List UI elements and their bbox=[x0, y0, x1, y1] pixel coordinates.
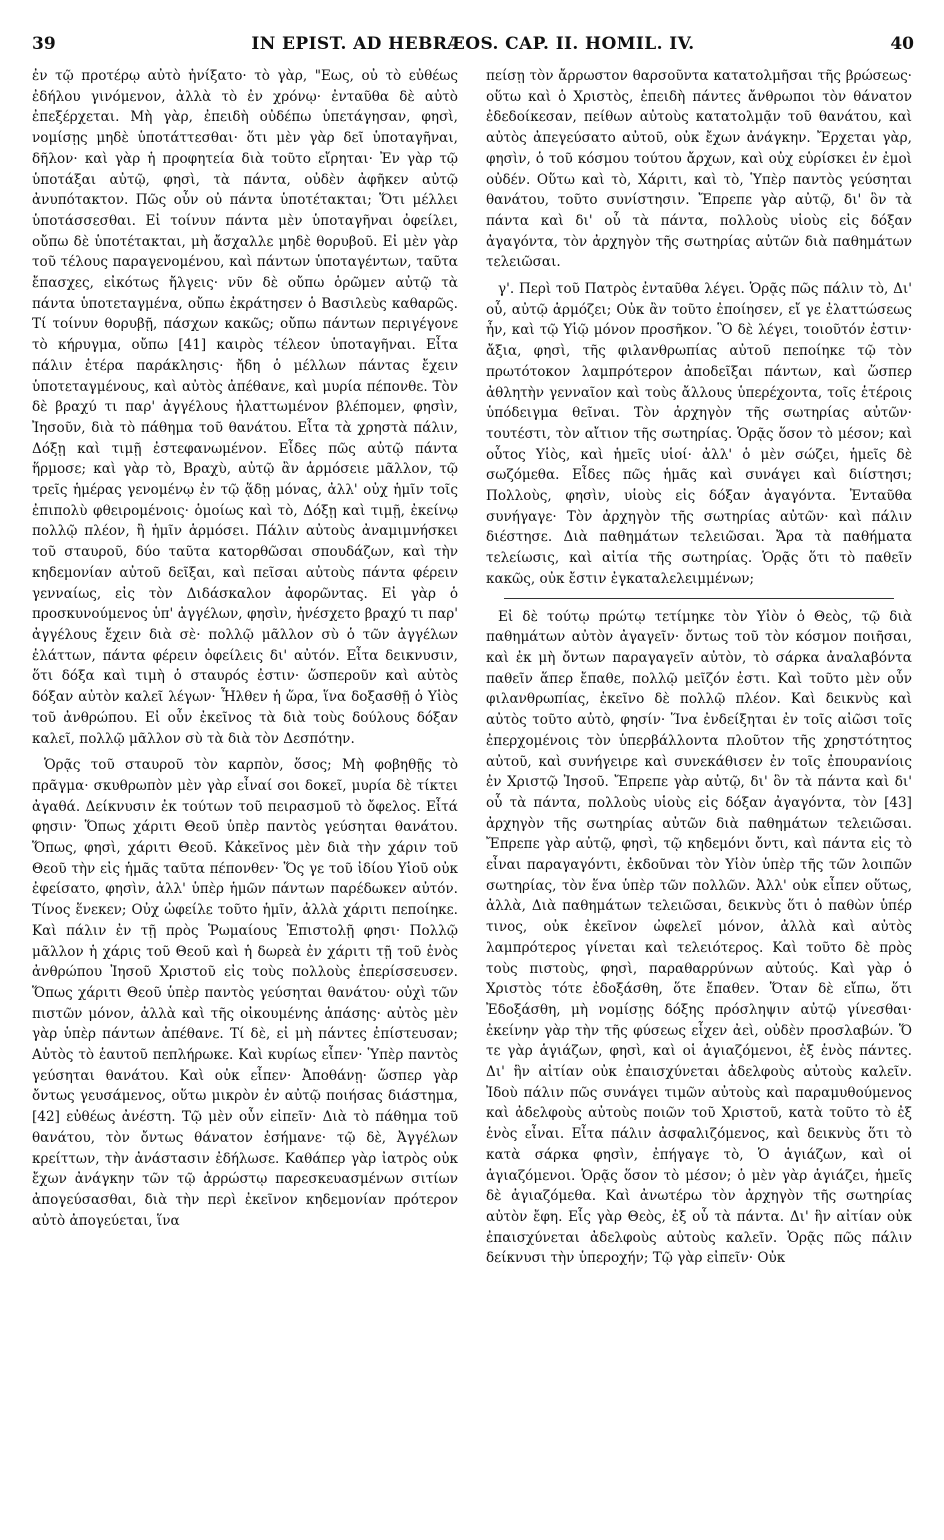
running-header bbox=[32, 34, 914, 58]
paragraph: γ'. Περὶ τοῦ Πατρὸς ἐνταῦθα λέγει. Ὁρᾷς πῶς πάλιν τὸ, Δι' οὗ, αὐτῷ ἁρμόζει; Οὐκ ἂν τοῦτο ἐποίησεν, εἴ γε ἐλαττώσεως ἦν, καὶ τῷ Υἱῷ μόνον προσῆκον. Ὃ δὲ λέγει, τοιοῦτόν ἐστιν· ἄξια, φησὶ, τῆς φιλανθρωπίας αὐτοῦ πεποίηκε τῷ τὸν πρωτότοκον λαμπρότερον ἀποδεῖξαι πάντων, καὶ ὥσπερ ἀθλητὴν γενναῖον καὶ τοὺς ἄλλους ὑπερέχοντα, τοῖς ἑτέροις ὑπόδειγμα θεῖναι. Τὸν ἀρχηγὸν τῆς σωτηρίας αὐτῶν· τουτέστι, τὸν αἴτιον τῆς σωτηρίας. Ὁρᾷς ὅσον τὸ μέσον; καὶ οὗτος Υἱὸς, καὶ ἡμεῖς υἱοί· ἀλλ' ὁ μὲν σώζει, ἡμεῖς δὲ σωζόμεθα. Εἶδες πῶς ἡμᾶς καὶ συνάγει καὶ διίστησι; Πολλοὺς, φησὶν, υἱοὺς εἰς δόξαν ἀγαγόντα. Ἐνταῦθα συνήγαγε· Τὸν ἀρχηγὸν τῆς σωτηρίας αὐτῶν· καὶ πάλιν διέστησε. Διὰ παθημάτων τελειῶσαι. Ἄρα τὰ παθήματα τελείωσις, καὶ αἰτία τῆς σωτηρίας. Ὁρᾷς ὅτι τὸ παθεῖν κακῶς, οὐκ ἔστιν ἐγκαταλελειμμένων; bbox=[486, 281, 912, 587]
paragraph: πείσῃ τὸν ἄρρωστον θαρσοῦντα κατατολμῆσαι τῆς βρώσεως· οὕτω καὶ ὁ Χριστὸς, ἐπειδὴ πάντες ἄνθρωποι τὸν θάνατον ἐδεδοίκεσαν, πείθων αὐτοὺς κατατολμᾷν τοῦ θανάτου, καὶ αὐτὸς ἀπεγεύσατο αὐτοῦ, οὐκ ἔχων ἀνάγκην. Ἔρχεται γὰρ, φησὶν, ὁ τοῦ κόσμου τούτου ἄρχων, καὶ οὐχ εὑρίσκει ἐν ἐμοὶ οὐδέν. Οὕτω καὶ τὸ, Χάριτι, καὶ τὸ, Ὑπὲρ παντὸς γεύσηται θανάτου, τοῦτο συνίστησιν. Ἔπρεπε γὰρ αὐτῷ, δι' ὃν τὰ πάντα καὶ δι' οὗ τὰ πάντα, πολλοὺς υἱοὺς εἰς δόξαν ἀγαγόντα, τὸν ἀρχηγὸν τῆς σωτηρίας αὐτῶν διὰ παθημάτων τελειῶσαι. bbox=[486, 68, 912, 271]
running-title: IN EPIST. AD HEBRÆOS. CAP. II. HOMIL. IV. bbox=[251, 34, 695, 54]
paragraph: Εἰ δὲ τούτῳ πρώτῳ τετίμηκε τὸν Υἱὸν ὁ Θεὸς, τῷ διὰ παθημάτων αὐτὸν ἀγαγεῖν· ὄντως τοῦ τὸν κόσμον ποιῆσαι, καὶ ἐκ μὴ ὄντων παραγαγεῖν αὐτὸν, τὸ σάρκα ἀναλαβόντα παθεῖν ἅπερ ἔπαθε, πολλῷ μεῖζόν ἐστι. Καὶ τοῦτο μὲν οὖν φιλανθρωπίας, ἐκεῖνο δὲ πολλῷ πλέον. Καὶ δεικνὺς καὶ αὐτὸς τοῦτο αὐτὸ, φησίν· Ἵνα ἐνδείξηται ἐν τοῖς αἰῶσι τοῖς ἐπερχομένοις τὸν ὑπερβάλλοντα πλοῦτον τῆς χρηστότητος αὐτοῦ, καὶ συνήγειρε καὶ συνεκάθισεν ἐν τοῖς ἐπουρανίοις ἐν Χριστῷ Ἰησοῦ. Ἔπρεπε γὰρ αὐτῷ, δι' ὃν τὰ πάντα καὶ δι' οὗ τὰ πάντα, πολλοὺς υἱοὺς εἰς δόξαν ἀγαγόντα, τὸν [43] ἀρχηγὸν τῆς σωτηρίας αὐτῶν διὰ παθημάτων τελειῶσαι. Ἔπρεπε γὰρ αὐτῷ, φησὶ, τῷ κηδεμόνι ὄντι, καὶ πάντα εἰς τὸ εἶναι παραγαγόντι, ἐκδοῦναι τὸν Υἱὸν ὑπὲρ τῆς τῶν λοιπῶν σωτηρίας, τὸν ἕνα ὑπὲρ τῶν πολλῶν. Ἀλλ' οὐκ εἶπεν οὕτως, ἀλλὰ, Διὰ παθημάτων τελειῶσαι, δεικνὺς ὅτι ὁ παθὼν ὑπέρ τινος, οὐκ ἐκεῖνον ὠφελεῖ μόνον, ἀλλὰ καὶ αὐτὸς λαμπρότερος γίνεται καὶ τελειότερος. Καὶ τοῦτο δὲ πρὸς τοὺς πιστοὺς, φησὶ, παραθαρρύνων αὐτούς. Καὶ γὰρ ὁ Χριστὸς τότε ἐδοξάσθη, ὅτε ἔπαθεν. Ὅταν δὲ εἴπω, ὅτι Ἐδοξάσθη, μὴ νομίσῃς δόξης πρόσληψιν αὐτῷ γίνεσθαι· ἐκείνην γὰρ τὴν τῆς φύσεως εἶχεν ἀεὶ, οὐδὲν προσλαβών. Ὅ τε γὰρ ἁγιάζων, φησὶ, καὶ οἱ ἁγιαζόμενοι, ἐξ ἑνὸς πάντες. Δι' ἣν αἰτίαν οὐκ ἐπαισχύνεται ἀδελφοὺς αὐτοὺς καλεῖν. Ἰδοὺ πάλιν πῶς συνάγει τιμῶν αὐτοὺς καὶ παραμυθούμενος καὶ ἀδελφοὺς αὐτοὺς ποιῶν τοῦ Χριστοῦ, κατὰ τοῦτο τὸ ἐξ ἑνὸς εἶναι. Εἶτα πάλιν ἀσφαλιζόμενος, καὶ δεικνὺς ὅτι τὸ κατὰ σάρκα φησὶν, ἐπήγαγε τὸ, Ὁ ἁγιάζων, καὶ οἱ ἁγιαζόμενοι. Ὁρᾷς ὅσον τὸ μέσον; ὁ μὲν γὰρ ἁγιάζει, ἡμεῖς δὲ ἁγιαζόμεθα. Καὶ ἀνωτέρω τὸν ἀρχηγὸν τῆς σωτηρίας αὐτὸν ἔφη. Εἷς γὰρ Θεὸς, ἐξ οὗ τὰ πάντα. Δι' ἣν αἰτίαν οὐκ ἐπαισχύνεται ἀδελφοὺς αὐτοὺς καλεῖν. Ὁρᾷς πῶς πάλιν δείκνυσι τὴν ὑπεροχήν; Τῷ γὰρ εἰπεῖν· Οὐκ bbox=[486, 608, 912, 1267]
left-column bbox=[32, 66, 458, 1231]
paragraph: ἐν τῷ προτέρῳ αὐτὸ ἠνίξατο· τὸ γὰρ, "Εως, οὐ τὸ εὐθέως ἐδήλου γινόμενον, ἀλλὰ τὸ ἐν χρόνῳ· ἐνταῦθα δὲ αὐτὸ ἐπεξέρχεται. Μὴ γὰρ, ἐπειδὴ οὐδέπω ὑπετάγησαν, φησὶ, νομίσῃς μηδὲ ὑποτάττεσθαι· ὅτι μὲν γὰρ δεῖ ὑποταγῆναι, δῆλον· καὶ γὰρ ἡ προφητεία διὰ τοῦτο εἴρηται· Ἐν γὰρ τῷ ὑποτάξαι αὐτῷ, φησὶ, τὰ πάντα, οὐδὲν ἀφῆκεν αὐτῷ ἀνυπότακτον. Πῶς οὖν οὐ πάντα ὑποτέτακται; Ὅτι μέλλει ὑποτάσσεσθαι. Εἰ τοίνυν πάντα μὲν ὑποταγῆναι ὀφείλει, οὔπω δὲ ὑποτέτακται, μὴ ἄσχαλλε μηδὲ θορυβοῦ. Εἰ μὲν γὰρ τοῦ τέλους παραγενομένου, καὶ πάντων ὑποταγέντων, ταῦτα ἔπασχες, εἰκότως ἤλγεις· νῦν δὲ οὔπω ὁρῶμεν αὐτῷ τὰ πάντα ὑποτεταγμένα, οὔπω ἐκράτησεν ὁ Βασιλεὺς καθαρῶς. Τί τοίνυν θορυβῇ, πάσχων κακῶς; οὔπω πάντων περιγέγονε τὸ κήρυγμα, οὔπω [41] καιρὸς τέλεον ὑποταγῆναι. Εἶτα πάλιν ἑτέρα παράκλησις· ἤδη ὁ μέλλων πάντας ἔχειν ὑποτεταγμένους, καὶ αὐτὸς ἀπέθανε, καὶ μυρία πέπονθε. Τὸν δὲ βραχύ τι παρ' ἀγγέλους ἠλαττωμένον βλέπομεν, φησὶν, Ἰησοῦν, διὰ τὸ πάθημα τοῦ θανάτου. Εἶτα τὰ χρηστὰ πάλιν, Δόξῃ καὶ τιμῇ ἐστεφανωμένον. Εἶδες πῶς αὐτῷ πάντα ἥρμοσε; καὶ γὰρ τὸ, Βραχὺ, αὐτῷ ἂν ἁρμόσειε μᾶλλον, τῷ τρεῖς ἡμέρας γενομένῳ ἐν τῷ ᾅδῃ μόνας, ἀλλ' οὐχ ἡμῖν τοῖς ἐπιπολὺ φθειρομένοις· ὁμοίως καὶ τὸ, Δόξῃ καὶ τιμῇ, ἐκείνῳ πολλῷ πλέον, ἢ ἡμῖν ἁρμόσει. Πάλιν αὐτοὺς ἀναμιμνήσκει τοῦ σταυροῦ, δύο ταῦτα κατορθῶσαι σπουδάζων, καὶ τὴν κηδεμονίαν αὐτοῦ δεῖξαι, καὶ πεῖσαι αὐτοὺς πάντα φέρειν γενναίως, εἰς τὸν Διδάσκαλον ἀφορῶντας. Εἰ γὰρ ὁ προσκυνούμενος ὑπ' ἀγγέλων, φησὶν, ἠνέσχετο βραχύ τι παρ' ἀγγέλους ἔχειν διὰ σὲ· πολλῷ μᾶλλον σὺ ὁ τῶν ἀγγέλων ἐλάττων, πάντα φέρειν ὀφείλεις δι' αὐτόν. Εἶτα δεικνυσιν, ὅτι δόξα καὶ τιμὴ ὁ σταυρός ἐστιν· ὥσπεροῦν καὶ αὐτὸς δόξαν αὐτὸν καλεῖ λέγων· Ἦλθεν ἡ ὥρα, ἵνα δοξασθῇ ὁ Υἱὸς τοῦ ἀνθρώπου. Εἰ οὖν ἐκεῖνος τὰ διὰ τοὺς δούλους δόξαν καλεῖ, πολλῷ μᾶλλον σὺ τὰ διὰ τὸν Δεσπότην. bbox=[32, 68, 458, 747]
page-number-left: 39 bbox=[32, 34, 56, 54]
page-number-right: 40 bbox=[890, 34, 914, 54]
paragraph: Ὁρᾷς τοῦ σταυροῦ τὸν καρπὸν, ὅσος; Μὴ φοβηθῇς τὸ πρᾶγμα· σκυθρωπὸν μὲν γὰρ εἶναί σοι δοκεῖ, μυρία δὲ τίκτει ἀγαθά. Δείκνυσιν ἐκ τούτων τοῦ πειρασμοῦ τὸ ὄφελος. Εἶτά φησιν· Ὅπως χάριτι Θεοῦ ὑπὲρ παντὸς γεύσηται θανάτου. Ὅπως, φησὶ, χάριτι Θεοῦ. Κἀκεῖνος μὲν διὰ τὴν χάριν τοῦ Θεοῦ τὴν εἰς ἡμᾶς ταῦτα πέπονθεν· Ὅς γε τοῦ ἰδίου Υἱοῦ οὐκ ἐφείσατο, φησὶν, ἀλλ' ὑπὲρ ἡμῶν πάντων παρέδωκεν αὐτόν. Τίνος ἕνεκεν; Οὐχ ὠφείλε τοῦτο ἡμῖν, ἀλλὰ χάριτι πεποίηκε. Καὶ πάλιν ἐν τῇ πρὸς Ῥωμαίους Ἐπιστολῇ φησι· Πολλῷ μᾶλλον ἡ χάρις τοῦ Θεοῦ καὶ ἡ δωρεὰ ἐν χάριτι τῇ τοῦ ἑνὸς ἀνθρώπου Ἰησοῦ Χριστοῦ εἰς τοὺς πολλοὺς ἐπερίσσευσεν. Ὅπως χάριτι Θεοῦ ὑπὲρ παντὸς γεύσηται θανάτου· οὐχὶ τῶν πιστῶν μόνον, ἀλλὰ καὶ τῆς οἰκουμένης ἁπάσης· αὐτὸς μὲν γὰρ ὑπὲρ πάντων ἀπέθανε. Τί δὲ, εἰ μὴ πάντες ἐπίστευσαν; Αὐτὸς τὸ ἑαυτοῦ πεπλήρωκε. Καὶ κυρίως εἶπεν· Ὑπὲρ παντὸς γεύσηται θανάτου. Καὶ οὐκ εἶπεν· Ἀποθάνῃ· ὥσπερ γὰρ ὄντως γευσάμενος, οὕτω μικρὸν ἐν αὐτῷ ποιήσας διάστημα, [42] εὐθέως ἀνέστη. Τῷ μὲν οὖν εἰπεῖν· Διὰ τὸ πάθημα τοῦ θανάτου, τὸν ὄντως θάνατον ἐσήμανε· τῷ δὲ, Ἀγγέλων κρείττων, τὴν ἀνάστασιν ἐδήλωσε. Καθάπερ γὰρ ἰατρὸς οὐκ ἔχων ἀνάγκην τῶν τῷ ἀρρώστῳ παρεσκευασμένων σιτίων ἀπογεύσασθαι, διὰ τὴν περὶ ἐκεῖνον κηδεμονίαν πρότερον αὐτὸ ἀπογεύεται, ἵνα bbox=[32, 757, 458, 1229]
section-divider bbox=[504, 598, 894, 599]
right-column bbox=[486, 66, 912, 1269]
